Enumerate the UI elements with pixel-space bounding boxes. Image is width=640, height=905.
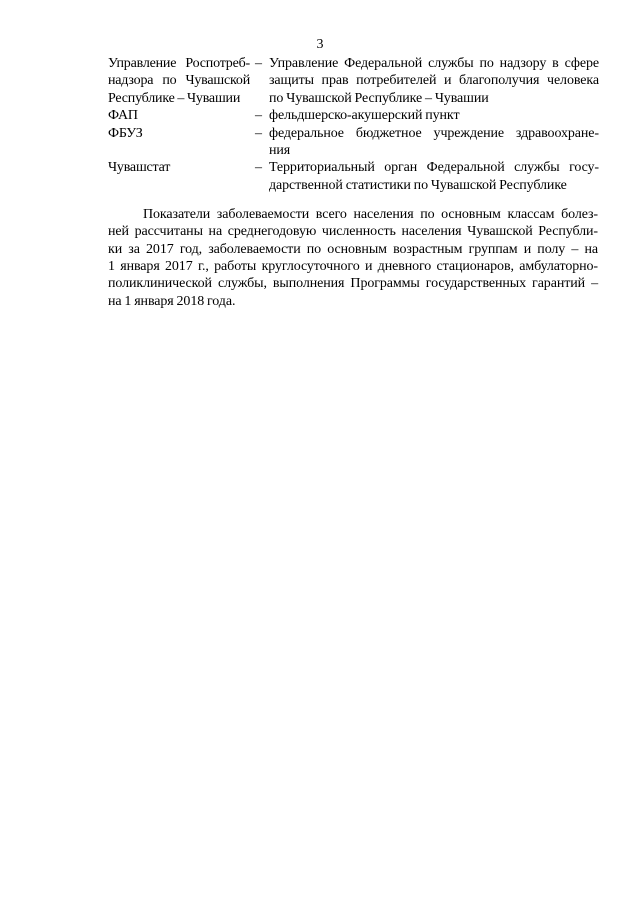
page-number: 3 bbox=[316, 37, 324, 52]
abbreviation-definition: ния bbox=[269, 143, 291, 158]
abbreviation-definition: Управление Федеральной службы по надзору в сфере bbox=[269, 56, 599, 71]
dash: – bbox=[255, 56, 262, 71]
abbreviation-definition: защиты прав потребителей и благополучия человека bbox=[269, 73, 599, 88]
abbreviation-definition: федеральное бюджетное учреждение здравоохране- bbox=[269, 126, 599, 141]
abbreviation-term: Управление Роспотреб- bbox=[108, 56, 250, 71]
abbreviation-term: ФБУЗ bbox=[108, 126, 143, 141]
dash: – bbox=[255, 160, 262, 175]
abbreviation-term: надзора по Чувашской bbox=[108, 73, 250, 88]
paragraph-line: ки за 2017 год, заболеваемости по основным возрастным группам и полу – на bbox=[108, 242, 598, 257]
dash: – bbox=[255, 108, 262, 123]
paragraph-line: ней рассчитаны на среднегодовую численность населения Чувашской Республи- bbox=[108, 224, 598, 239]
paragraph-line: Показатели заболеваемости всего населения по основным классам болез- bbox=[143, 207, 598, 222]
abbreviation-definition: дарственной статистики по Чувашской Республике bbox=[269, 178, 567, 193]
abbreviation-definition: по Чувашской Республике – Чувашии bbox=[269, 91, 489, 106]
paragraph-line: поликлинической службы, выполнения Программы государственных гарантий – bbox=[108, 276, 598, 291]
abbreviation-term: ФАП bbox=[108, 108, 138, 123]
paragraph-line: на 1 января 2018 года. bbox=[108, 294, 236, 309]
abbreviation-term: Чувашстат bbox=[108, 160, 171, 175]
abbreviation-term: Республике – Чувашии bbox=[108, 91, 241, 106]
abbreviation-definition: Территориальный орган Федеральной службы госу- bbox=[269, 160, 599, 175]
abbreviation-definition: фельдшерско-акушерский пункт bbox=[269, 108, 460, 123]
paragraph-line: 1 января 2017 г., работы круглосуточного и дневного стационаров, амбулаторно- bbox=[108, 259, 598, 274]
dash: – bbox=[255, 126, 262, 141]
